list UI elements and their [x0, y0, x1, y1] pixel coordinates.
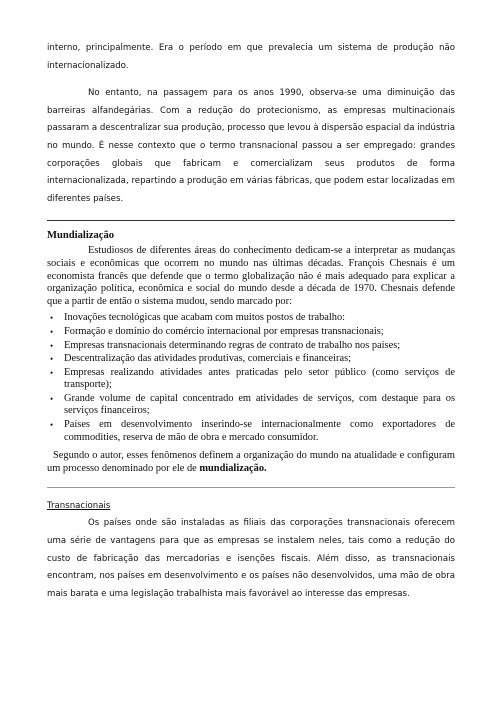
bullet-icon: • [50, 340, 54, 351]
bullet-icon: • [50, 367, 54, 378]
paragraph-transnational-context: No entanto, na passagem para os anos 1990, observa-se uma diminuição das barreiras alfandegárias. Com a redução do protecionismo, as empresas multinacionais passaram a descentralizar sua produção, processo que levou à dispersão espacial da indústria no mundo. É nesse contexto que o termo transnacional passou a ser empregado: grandes corporações globais que fabricam e comercializam seus produtos de forma internacionalizada, repartindo a produção em várias fábricas, que podem estar localizadas em diferentes países. [47, 88, 455, 204]
bullet-icon: • [50, 326, 54, 337]
list-item-text: Países em desenvolvimento inserindo-se internacionalmente como exportadores de commodities, reserva de mão de obra e mercado consumidor. [64, 419, 455, 443]
list-item [47, 326, 455, 339]
closing-text: Segundo o autor, esses fenômenos definem a organização do mundo na atualidade e configuram um processo denominado por ele de [47, 450, 455, 474]
list-item-text: Formação e domínio do comércio internacional por empresas transnacionais; [64, 325, 384, 337]
list-item [47, 353, 455, 366]
bullet-list [47, 312, 455, 444]
list-item-text: Grande volume de capital concentrado em atividades de serviços, com destaque para os serviços financeiros; [64, 392, 455, 417]
heading-mundializacao: Mundialização [47, 230, 115, 242]
list-item-text: Empresas realizando atividades antes praticadas pelo setor público (como serviços de transporte); [64, 366, 455, 391]
bullet-icon: • [50, 313, 54, 324]
list-item [47, 340, 455, 353]
paragraph-chesnais: Estudiosos de diferentes áreas do conhecimento dedicam-se a interpretar as mudanças sociais e econômicas que ocorrem no mundo nas últimas décadas. François Chesnais é um economista francês que defende que o termo globalização não é mais adequado para explicar a organização política, econômica e social do mundo desde a década de 1970. Chesnais defende que a partir de então o sistema mudou, sendo marcado por: [47, 245, 455, 307]
list-item [47, 367, 455, 392]
list-item-text: Inovações tecnológicas que acabam com muitos postos de trabalho: [64, 312, 346, 324]
list-item [47, 312, 455, 325]
closing-bold-term: mundialização. [199, 462, 267, 474]
spacer [47, 75, 455, 85]
section-divider [47, 487, 455, 488]
list-item-text: Descentralização das atividades produtivas, comerciais e financeiras; [64, 353, 352, 365]
paragraph-closing [47, 450, 455, 475]
paragraph-intro-continuation: interno, principalmente. Era o período em que prevalecia um sistema de produção não internacionalizado. [47, 43, 455, 71]
bullet-icon: • [50, 393, 54, 404]
document-page [47, 40, 455, 603]
list-item-text: Empresas transnacionais determinando regras de contrato de trabalho nos países; [64, 339, 401, 351]
list-item [47, 419, 455, 444]
list-item [47, 393, 455, 418]
heading-transnacionais: Transnacionais [47, 501, 111, 512]
section-divider [47, 220, 455, 221]
bullet-icon: • [50, 420, 54, 431]
bullet-icon: • [50, 354, 54, 365]
paragraph-transnacionais: Os países onde são instaladas as filiais das corporações transnacionais oferecem uma série de vantagens para que as empresas se instalem neles, tais como a redução do custo de fabricação das mercadorias e isenções fiscais. Além disso, as transnacionais encontram, nos países em desenvolvimento e os países não desenvolvidos, uma mão de obra mais barata e uma legislação trabalhista mais favorável ao interesse das empresas. [47, 518, 455, 599]
